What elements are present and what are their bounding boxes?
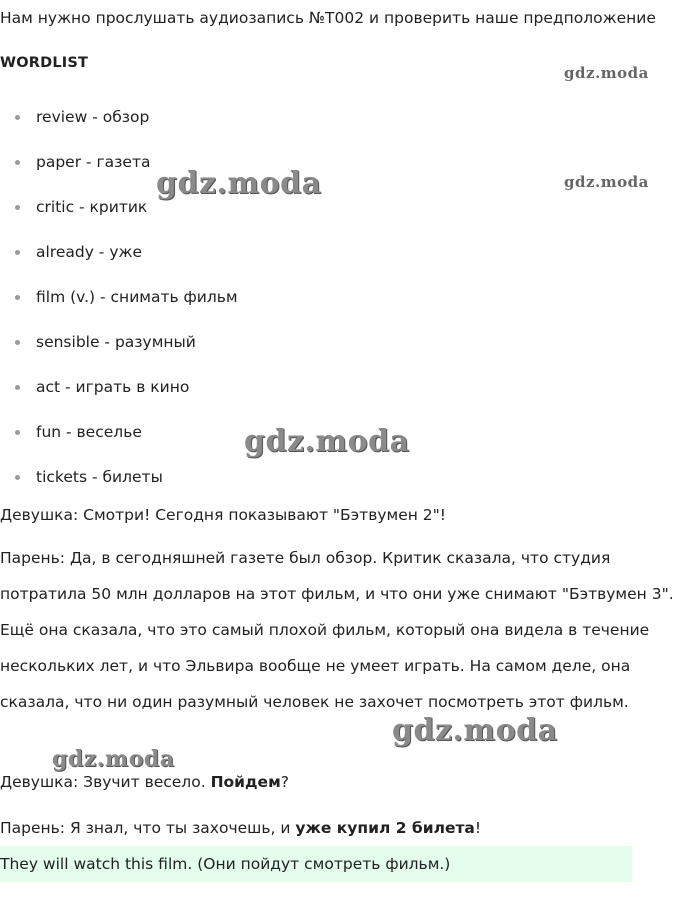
wordlist-entry: film (v.) - снимать фильм <box>36 288 238 306</box>
dialogue-line-girl-1: Девушка: Смотри! Сегодня показывают "Бэтвумен 2"! <box>0 506 447 524</box>
wordlist-entry: critic - критик <box>36 198 148 216</box>
bullet-icon <box>15 385 20 390</box>
answer-highlight: They will watch this film. (Они пойдут смотреть фильм.) <box>0 846 632 882</box>
bullet-icon <box>15 115 20 120</box>
dialogue-line-boy-1: Парень: Да, в сегодняшней газете был обзор. Критик сказала, что студия потратила 50 млн долларов на этот фильм, и что они уже снимают "Бэтвумен 3". Ещё она сказала, что это самый плохой фильм, который она видела в течение нескольких лет, и что Эльвира вообще не умеет играть. На самом деле, она сказала, что ни один разумный человек не захочет посмотреть этот фильм. <box>0 549 674 711</box>
wordlist-heading: WORDLIST <box>0 55 89 71</box>
watermark-logo: gdz.moda <box>244 424 410 459</box>
list-item <box>0 196 238 241</box>
wordlist-entry: fun - веселье <box>36 423 142 441</box>
dialogue-emphasis: Пойдем <box>210 773 281 791</box>
dialogue-text: ? <box>280 773 289 791</box>
watermark-logo: gdz.moda <box>156 166 322 201</box>
dialogue-text: ! <box>474 819 482 837</box>
dialogue-line-boy-2 <box>0 810 680 846</box>
list-item <box>0 106 238 151</box>
wordlist-entry: review - обзор <box>36 108 150 126</box>
wordlist-entry: paper - газета <box>36 153 151 171</box>
bullet-icon <box>15 295 20 300</box>
wordlist-entry: tickets - билеты <box>36 468 163 486</box>
list-item <box>0 286 238 331</box>
dialogue-emphasis: уже купил 2 билета <box>295 819 475 837</box>
list-item <box>0 421 238 466</box>
list-item <box>0 331 238 376</box>
bullet-icon <box>15 205 20 210</box>
watermark-logo: gdz.moda <box>392 713 558 748</box>
bullet-icon <box>15 160 20 165</box>
bullet-icon <box>15 475 20 480</box>
bullet-icon <box>15 340 20 345</box>
list-item <box>0 376 238 421</box>
watermark-logo: gdz.moda <box>564 64 649 82</box>
wordlist-entry: sensible - разумный <box>36 333 196 351</box>
dialogue-text: Парень: Я знал, что ты захочешь, и <box>0 819 296 837</box>
bullet-icon <box>15 430 20 435</box>
dialogue-text: Девушка: Звучит весело. <box>0 773 211 791</box>
list-item <box>0 241 238 286</box>
wordlist-entry: act - играть в кино <box>36 378 190 396</box>
bullet-icon <box>15 250 20 255</box>
wordlist-entry: already - уже <box>36 243 143 261</box>
watermark-logo: gdz.moda <box>52 746 175 772</box>
intro-text: Нам нужно прослушать аудиозапись №T002 и проверить наше предположение <box>0 9 656 27</box>
watermark-logo: gdz.moda <box>564 173 649 191</box>
